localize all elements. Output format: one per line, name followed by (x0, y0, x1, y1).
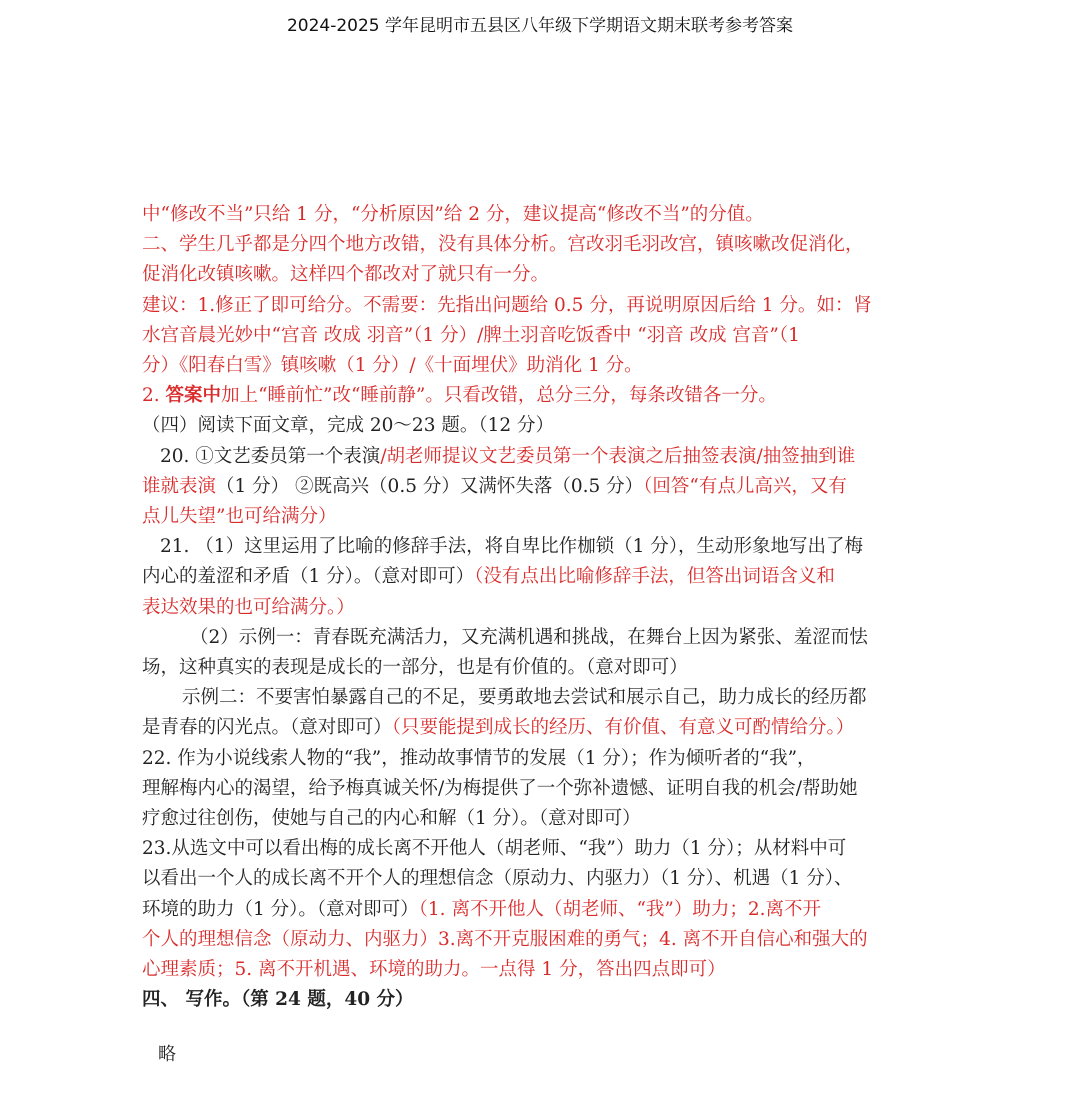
answer-text: 场，这种真实的表现是成长的一部分，也是有价值的。（意对即可） (142, 657, 688, 678)
text-line (142, 562, 835, 592)
grading-note-text: 加上“睡前忙”改“睡前静”。只看改错，总分三分，每条改错各一分。 (221, 385, 777, 407)
grading-note-text: 分）《阳春白雪》镇咳嗽（1 分）/《十面埋伏》助消化 1 分。 (142, 355, 643, 376)
text-line (142, 804, 641, 834)
grading-note-text: 中“修改不当”只给 1 分，“分析原因”给 2 分，建议提高“修改不当”的分值。 (142, 204, 764, 225)
answer-text: 22. 作为小说线索人物的“我”，推动故事情节的发展（1 分）；作为倾听者的“我”， (142, 747, 816, 769)
grading-note-text: 谁就表演 (142, 475, 217, 497)
text-line (142, 653, 688, 683)
text-line (142, 774, 857, 804)
grading-note-text: 答案中 (165, 385, 222, 407)
text-line (142, 502, 336, 532)
grading-note-text: /胡老师提议文艺委员第一个表演之后抽签表演/抽签抽到谁 (380, 445, 856, 467)
writing-answer-omitted: 略 (158, 1044, 176, 1065)
text-line (142, 834, 846, 864)
grading-note-text: （只要能提到成长的经历、有价值、有意义可酌情给分。） (391, 717, 855, 739)
page-title: 2024-2025 学年昆明市五县区八年级下学期语文期末联考参考答案 (286, 16, 794, 36)
text-line (142, 321, 800, 351)
text-line (142, 864, 853, 894)
answer-text: 四、 写作。（第 24 题，40 分） (142, 989, 414, 1011)
grading-note-text: 2. (142, 385, 166, 407)
text-line (142, 230, 864, 260)
grading-note-text: 心理素质；5. 离不开机遇、环境的助力。一点得 1 分，答出四点即可） (142, 959, 726, 980)
answer-text: 疗愈过往创伤，使她与自己的内心和解（1 分）。（意对即可） (142, 808, 641, 829)
grading-note-text: 表达效果的也可给满分。） (142, 596, 355, 618)
grading-note-text: 水宫音晨光妙中“宫音 改成 羽音”（1 分）/脾土羽音吃饭香中 “羽音 改成 宫音”（1 (142, 324, 800, 346)
answer-text: 示例二：不要害怕暴露自己的不足，要勇敢地去尝试和展示自己，助力成长的经历都 (182, 687, 867, 709)
answer-text: （四）阅读下面文章，完成 20～23 题。（12 分） (142, 415, 555, 437)
grading-note-text: 二、学生几乎都是分四个地方改错，没有具体分析。宫改羽毛羽改宫，镇咳嗽改促消化， (142, 234, 864, 256)
text-line (142, 532, 863, 562)
answer-text: （2）示例一：青春既充满活力，又充满机遇和挑战，在舞台上因为紧张、羞涩而怯 (190, 626, 868, 648)
text-line (142, 442, 855, 472)
grading-note-text: （回答“有点儿高兴，又有 (643, 475, 847, 497)
text-line (142, 291, 872, 321)
grading-note-text: （没有点出比喻修辞手法，但答出词语含义和 (474, 566, 835, 588)
answer-text: 以看出一个人的成长离不开个人的理想信念（原动力、内驱力）（1 分）、机遇（1 分）、 (142, 868, 853, 890)
text-line (142, 895, 821, 925)
text-line (142, 260, 549, 290)
answer-text: 21. （1）这里运用了比喻的修辞手法，将自卑比作枷锁（1 分），生动形象地写出了梅 (160, 536, 863, 558)
text-line (142, 985, 414, 1015)
grading-note-text: 个人的理想信念（原动力、内驱力）3.离不开克服困难的勇气；4. 离不开自信心和强大的 (142, 928, 868, 950)
text-line (142, 593, 355, 623)
answer-text: 20. ①文艺委员第一个表演 (160, 445, 381, 467)
text-line (142, 713, 854, 743)
text-line (142, 925, 868, 955)
grading-note-text: （1. 离不开他人（胡老师、“我”）助力；2.离不开 (418, 898, 822, 920)
answer-text: 内心的羞涩和矛盾（1 分）。（意对即可） (142, 566, 475, 588)
text-line (142, 381, 777, 411)
text-line (142, 955, 726, 985)
text-line (142, 351, 643, 381)
grading-note-text: 促消化改镇咳嗽。这样四个都改对了就只有一分。 (142, 264, 550, 286)
text-line (142, 683, 867, 713)
text-line (142, 744, 816, 774)
text-line (142, 200, 764, 230)
grading-note-text: 建议：1.修正了即可给分。不需要：先指出问题给 0.5 分，再说明原因后给 1 分。如：肾 (142, 294, 872, 316)
answer-text: 环境的助力（1 分）。（意对即可） (142, 898, 419, 920)
answer-text: （1 分） ②既高兴（0.5 分）又满怀失落（0.5 分） (216, 475, 644, 497)
text-line (142, 623, 868, 653)
text-line (142, 472, 847, 502)
answer-text: 23.从选文中可以看出梅的成长离不开他人（胡老师、“我”）助力（1 分）；从材料中可 (142, 838, 847, 860)
answer-text: 理解梅内心的渴望，给予梅真诚关怀/为梅提供了一个弥补遗憾、证明自我的机会/帮助她 (142, 777, 858, 799)
grading-note-text: 点儿失望”也可给满分） (142, 506, 337, 527)
answer-text: 是青春的闪光点。（意对即可） (142, 717, 392, 739)
text-line (142, 411, 554, 441)
